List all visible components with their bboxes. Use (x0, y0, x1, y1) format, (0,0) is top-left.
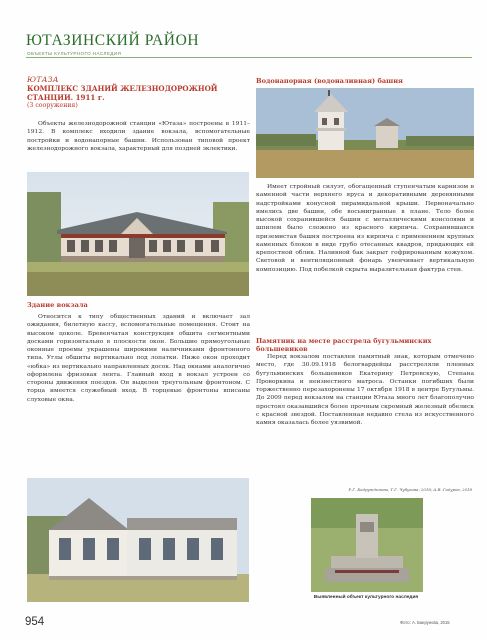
header-divider (26, 57, 472, 58)
memorial-photo (311, 498, 423, 592)
station-photo (27, 172, 249, 296)
tower-paragraph: Имеет стройный силуэт, обогащенный ступенчатым карнизом в каменной части верхнего яруса и декоративными деревянными надстройками конусной пирамидальной крыши. Первоначально имелись две башни, обе восьмигранные в плане. Тело более высокой сохранившейся башни с металлическими консолями и шпилем было сложено из красного кирпича. Сохранившаяся приземистая башня построена из кирпича с применением крупных каменных блоков в виде грубо отесанных квадров, придающих ей крепостной облик. Наливной бак закрыт гофрированным кожухом. Световой и вентиляционный фонарь увенчивает вертикальную композицию. Под побелкой скрыта выразительная фактура стен. (256, 183, 474, 273)
memorial-paragraph: Перед вокзалом поставлен памятный знак, которым отмечено место, где 30.09.1918 белогвардейцы расстреляли пленных бугульминских большевиков Екатерину Петровскую, Степана Проворкина и неизвестного матроса. Останки погибших были торжественно перезахоронены 17 октября 1918 в центре Бугульмы. До 2009 перед вокзалом на станции Ютаза много лет благополучно простоял оказавшийся более прочным скромный железный обелиск с красной звездой. Поставленная недавно стела из искусственного камня оказалась более уязвимой. (256, 353, 474, 426)
place-name: ЮТАЗА (27, 75, 59, 84)
region-subtitle: ОБЪЕКТЫ КУЛЬТУРНОГО НАСЛЕДИЯ (27, 51, 122, 56)
photo-credit: Фото: А. Баерунова, 2015 (400, 620, 450, 625)
region-title: ЮТАЗИНСКИЙ РАЙОН (26, 32, 200, 49)
tower-caption: Водонапорная (водоналивная) башня (256, 77, 403, 85)
station-photo-2 (27, 478, 249, 602)
page-number: 954 (25, 616, 45, 628)
complex-count: (3 сооружения) (27, 102, 78, 109)
tower-photo (256, 88, 474, 178)
authors-note: Р.Г. Бадрутдинова, Т.Г. Чубукова, 2018; А.В. Гадуров, 2018 (348, 487, 472, 492)
complex-title: КОМПЛЕКС ЗДАНИЙ ЖЕЛЕЗНОДОРОЖНОЙ СТАНЦИИ. 1911 г. (27, 84, 218, 103)
station-caption: Здание вокзала (27, 301, 88, 309)
station-paragraph: Относится к типу общественных зданий и включает зал ожидания, билетную кассу, вспомогательные помещения. Стоит на высоком цоколе. Бревенчатая конструкция обшита сегментными досками горизонтально в плоскости окон. Большие прямоугольные оконные проемы украшены широкими наличниками фронтонного типа. Углы обшиты вертикально под лопатки. Ниже окон проходит «юбка» из вертикально направленных досок. Над окнами аналогично оформлена фризовая лента. Главный вход в вокзал устроен со стороны движения поездов. Он выделен треугольным фронтоном. С торца имеется служебный вход. В торцевые фронтоны вписаны слуховые окна. (27, 313, 250, 403)
intro-paragraph: Объекты железнодорожной станции «Ютаза» построены в 1911–1912. В комплекс входили здание вокзала, вспомогательные постройки и водонапорные башни. Использован типовой проект железнодорожного вокзала, характерный для поздней эклектики. (27, 120, 250, 152)
memorial-title: Памятник на месте расстрела бугульминских большевиков (256, 337, 432, 353)
memorial-photo-caption: Выявленный объект культурного наследия (313, 595, 419, 600)
